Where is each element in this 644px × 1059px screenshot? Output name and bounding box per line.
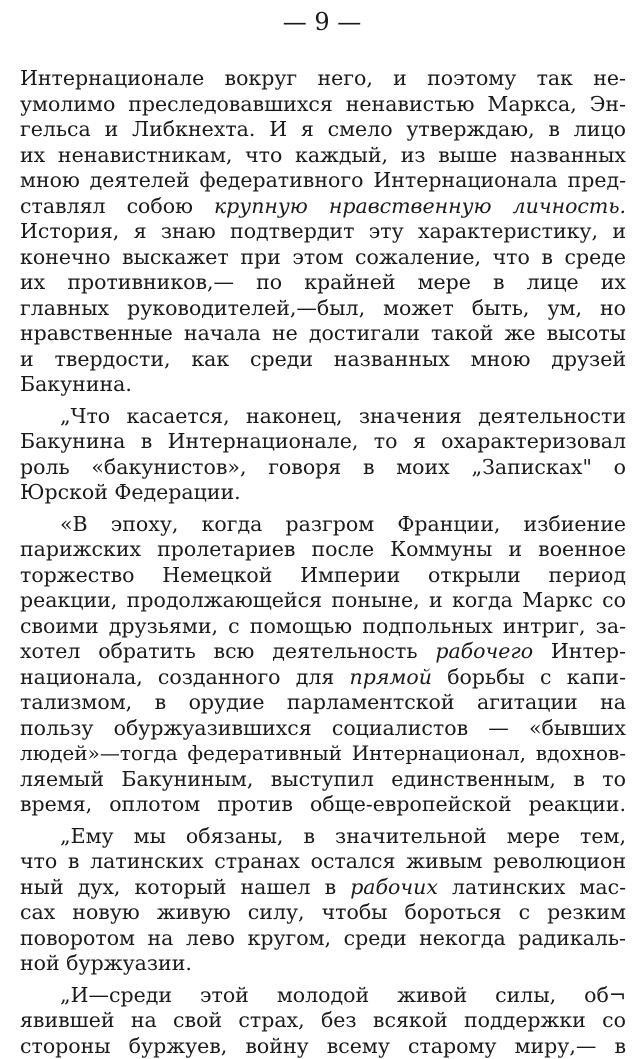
- text-line: [20, 875, 626, 901]
- text-line: поворотом на лево кругом, среди некогда радикаль-: [20, 926, 626, 952]
- text-line: торжество Немецкой Империи открыли период: [20, 563, 626, 589]
- text-line: парижских пролетариев после Коммуны и военное: [20, 537, 626, 563]
- italic-emphasis: прямой: [350, 665, 432, 689]
- text-line: время, оплотом против обще-европейской реакции.: [20, 792, 626, 818]
- italic-emphasis: рабочего: [435, 639, 533, 663]
- text-line: стороны буржуев, войну всему старому миру,— в: [20, 1034, 626, 1059]
- text-line: Интернационале вокруг него, и поэтому так не-: [20, 66, 626, 92]
- text-line: пользу обуржуазившихся социалистов — «бывших: [20, 716, 626, 742]
- text-segment: ный дух, который нашел в: [20, 875, 350, 899]
- text-line: что в латинских странах остался живым революцион: [20, 849, 626, 875]
- text-line: „Что касается, наконец, значения деятельности: [20, 404, 626, 430]
- text-line: мною деятелей федеративного Интернационала пред-: [20, 168, 626, 194]
- text-segment: национала, созданного для: [20, 665, 350, 689]
- text-line: явившей на свой страх, без всякой поддержки со: [20, 1008, 626, 1034]
- text-line: людей»—тогда федеративный Интернационал, вдохнов-: [20, 741, 626, 767]
- text-line: и твердости, как среди названных мною друзей: [20, 347, 626, 373]
- text-line: тализмом, в орудие парламентской агитации на: [20, 690, 626, 716]
- text-line: гельса и Либкнехта. И я смело утверждаю, в лицо: [20, 117, 626, 143]
- text-line: [20, 194, 626, 220]
- text-line: История, я знаю подтвердит эту характеристику, и: [20, 219, 626, 245]
- body-text: [20, 66, 626, 1059]
- text-segment: ставлял собою: [20, 194, 214, 218]
- text-line: ляемый Бакуниным, выступил единственным, в то: [20, 767, 626, 793]
- italic-emphasis: крупную нравственную личность.: [214, 194, 626, 218]
- text-line: их противников,— по крайней мере в лице их: [20, 270, 626, 296]
- page-number: — 9 —: [0, 6, 644, 38]
- text-line: Юрской Федерации.: [20, 480, 626, 506]
- text-line: ной буржуазии.: [20, 951, 626, 977]
- italic-emphasis: рабочих: [350, 875, 438, 899]
- text-line: «В эпоху, когда разгром Франции, избиение: [20, 512, 626, 538]
- text-line: [20, 639, 626, 665]
- text-line: роль «бакунистов», говоря в моих „Записках" о: [20, 455, 626, 481]
- text-line: нравственные начала не достигали такой же высоты: [20, 321, 626, 347]
- text-line: „И—среди этой молодой живой силы, об¬: [20, 983, 626, 1009]
- text-segment: хотел обратить всю деятельность: [20, 639, 435, 663]
- text-segment: латинских мас-: [438, 875, 626, 899]
- text-line: главных руководителей,—был, может быть, ум, но: [20, 296, 626, 322]
- text-line: Бакунина в Интернационале, то я охарактеризовал: [20, 429, 626, 455]
- text-line: „Ему мы обязаны, в значительной мере тем,: [20, 824, 626, 850]
- text-line: их ненавистникам, что каждый, из выше названных: [20, 143, 626, 169]
- text-line: [20, 665, 626, 691]
- text-line: сах новую живую силу, чтобы бороться с резким: [20, 900, 626, 926]
- text-line: реакции, продолжающейся поныне, и когда Маркс со: [20, 588, 626, 614]
- text-segment: борьбы с капи-: [432, 665, 626, 689]
- text-line: своими друзьями, с помощью подпольных интриг, за-: [20, 614, 626, 640]
- text-segment: Интер-: [533, 639, 626, 663]
- text-line: конечно выскажет при этом сожаление, что в среде: [20, 245, 626, 271]
- text-line: Бакунина.: [20, 372, 626, 398]
- text-line: умолимо преследовавшихся ненавистью Маркса, Эн-: [20, 92, 626, 118]
